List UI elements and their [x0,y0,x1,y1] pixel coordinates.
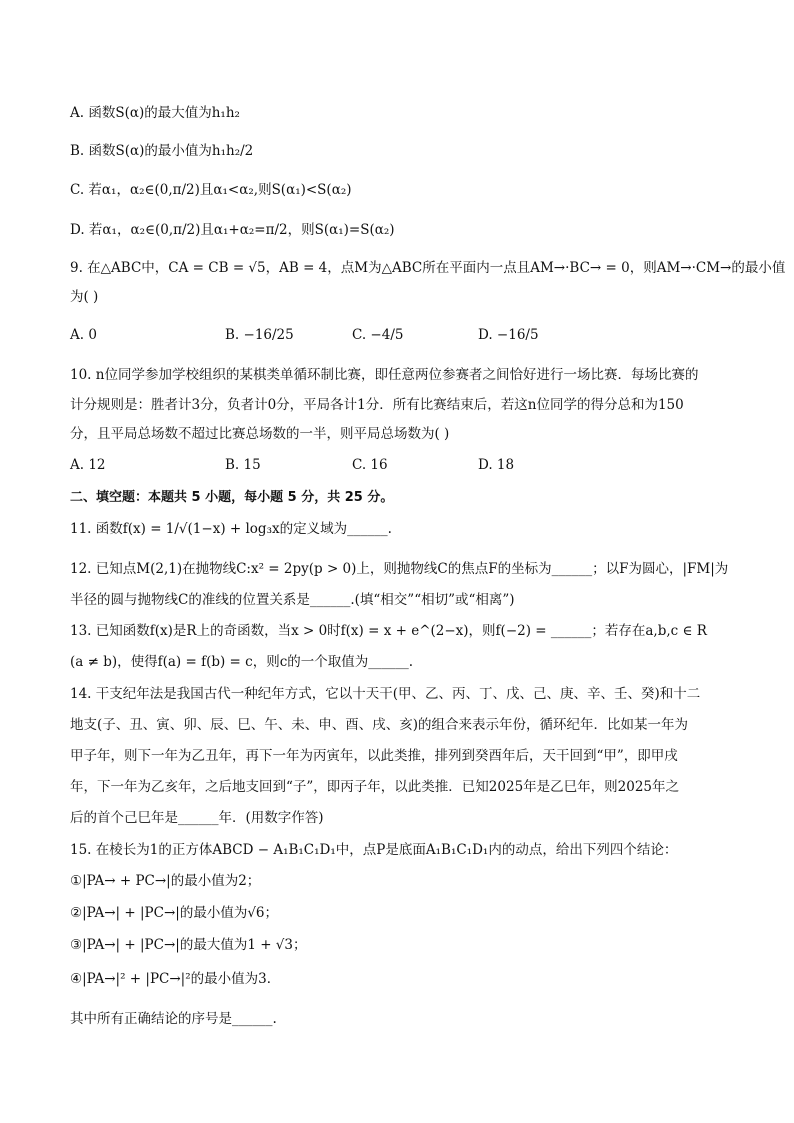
q8-option-b: B. 函数S(α)的最小值为h₁h₂/2 [70,143,254,159]
q10-option-d: D. 18 [478,457,515,473]
q13-line-1: 13. 已知函数f(x)是R上的奇函数，当x > 0时f(x) = x + e^(2−x)，则f(−2) = ______；若存在a,b,c ∈ R [70,623,707,639]
q14-line-3: 甲子年，则下一年为乙丑年，再下一年为丙寅年，以此类推，排列到癸酉年后，天干回到“甲”，即甲戌 [70,748,678,764]
q8-option-c: C. 若α₁，α₂∈(0,π/2)且α₁<α₂,则S(α₁)<S(α₂) [70,182,352,198]
q9-option-a: A. 0 [70,327,97,343]
q14-line-5: 后的首个己巳年是______年．(用数字作答) [70,810,324,826]
q11: 11. 函数f(x) = 1/√(1−x) + log₃x的定义域为______. [70,521,392,537]
q15-conclusion-2: ②|PA→| + |PC→|的最小值为√6； [70,905,279,921]
q12-line-2: 半径的圆与抛物线C的准线的位置关系是______.(填“相交”“相切”或“相离”) [70,592,515,608]
q9-option-b: B. −16/25 [225,327,294,343]
section-heading-fill-in: 二、填空题：本题共 5 小题，每小题 5 分，共 25 分。 [70,490,394,505]
q14-line-4: 年，下一年为乙亥年，之后地支回到“子”，即丙子年，以此类推．已知2025年是乙巳年，则2025年之 [70,779,680,795]
q10-stem-line-2: 计分规则是：胜者计3分，负者计0分，平局各计1分．所有比赛结束后，若这n位同学的得分总和为150 [70,397,684,413]
q8-option-a: A. 函数S(α)的最大值为h₁h₂ [70,105,240,121]
q15-conclusion-4: ④|PA→|² + |PC→|²的最小值为3． [70,971,281,987]
q10-stem-line-3: 分，且平局总场数不超过比赛总场数的一半，则平局总场数为( ) [70,426,450,442]
q10-stem-line-1: 10. n位同学参加学校组织的某棋类单循环制比赛，即任意两位参赛者之间恰好进行一场比赛．每场比赛的 [70,367,699,383]
q10-option-c: C. 16 [352,457,388,473]
q9-option-d: D. −16/5 [478,327,539,343]
q14-line-1: 14. 干支纪年法是我国古代一种纪年方式，它以十天干(甲、乙、丙、丁、戊、己、庚、辛、壬、癸)和十二 [70,686,701,702]
q9-option-c: C. −4/5 [352,327,404,343]
q15-question: 其中所有正确结论的序号是______. [70,1011,277,1027]
q9-stem-line-1: 9. 在△ABC中，CA = CB = √5，AB = 4，点M为△ABC所在平面内一点且AM→·BC→ = 0，则AM→·CM→的最小值 [70,260,786,276]
q15-conclusion-1: ①|PA→ + PC→|的最小值为2； [70,873,261,889]
q15-conclusion-3: ③|PA→| + |PC→|的最大值为1 + √3； [70,937,307,953]
q14-line-2: 地支(子、丑、寅、卯、辰、巳、午、未、申、酉、戌、亥)的组合来表示年份，循环纪年．比如某一年为 [70,717,689,733]
q10-option-a: A. 12 [70,457,106,473]
q10-option-b: B. 15 [225,457,261,473]
q8-option-d: D. 若α₁，α₂∈(0,π/2)且α₁+α₂=π/2，则S(α₁)=S(α₂) [70,222,395,238]
q13-line-2: (a ≠ b)，使得f(a) = f(b) = c，则c的一个取值为______. [70,654,414,670]
q12-line-1: 12. 已知点M(2,1)在抛物线C:x² = 2py(p > 0)上，则抛物线C的焦点F的坐标为______；以F为圆心，|FM|为 [70,561,729,577]
q9-stem-line-2: 为( ) [70,289,99,305]
q15-stem: 15. 在棱长为1的正方体ABCD − A₁B₁C₁D₁中，点P是底面A₁B₁C₁D₁内的动点，给出下列四个结论： [70,842,678,858]
